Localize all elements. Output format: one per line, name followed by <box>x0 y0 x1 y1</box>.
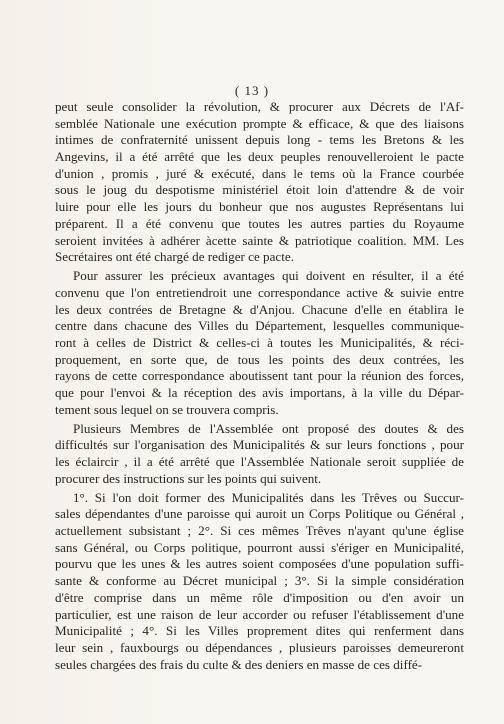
text-line: que pour l'envoi & la réception des avis importans, à la ville du Dépar- <box>55 384 464 400</box>
paragraph <box>55 490 464 674</box>
text-line: préparent. Il a été convenu que toutes les autres parties du Royaume <box>55 215 464 231</box>
text-line: proquement, en sorte que, de tous les points des deux contrées, les <box>55 351 464 367</box>
text-line: seules chargées des frais du culte & des deniers en masse de ces diffé- <box>55 656 423 672</box>
text-line: sante & conforme au Décret municipal ; 3°. Si la simple considération <box>55 573 464 589</box>
paragraph <box>55 421 464 488</box>
text-line: sans Général, ou Corps politique, pourront aussi s'ériger en Municipalité, <box>55 539 464 555</box>
text-line: pourvu que les unes & les autres soient composées d'une population suffi- <box>55 556 464 572</box>
text-line: luire pour elle les jours du bonheur que nos augustes Représentans lui <box>55 199 464 215</box>
text-line: les éclaircir , il a été arrêté que l'Assemblée Nationale seroit suppliée de <box>55 454 464 470</box>
text-line: semblée Nationale une exécution prompte & efficace, & que des liaisons <box>55 115 464 131</box>
text-line: peut seule consolider la révolution, & procurer aux Décrets de l'Af- <box>55 99 464 114</box>
text-line: les deux contrées de Bretagne & d'Anjou. Chacune d'elle en établira le <box>55 301 464 317</box>
text-line: difficultés sur l'organisation des Municipalités & sur leurs fonctions , pour <box>55 437 464 453</box>
text-line: convenu que l'on entretiendroit une correspondance active & suivie entre <box>55 284 464 300</box>
text-line: particulier, est une raison de leur accorder ou refuser l'établissement d'une <box>55 606 464 622</box>
paragraph <box>55 268 464 418</box>
text-line: sous le joug du despotisme ministériel étoit loin d'attendre & de voir <box>55 182 464 198</box>
text-line: ront à celles de District & celles-ci à toutes les Municipalités, & réci- <box>55 334 464 350</box>
text-line: 1°. Si l'on doit former des Municipalités dans les Trêves ou Succur- <box>73 489 464 505</box>
page-number: ( 13 ) <box>234 83 270 98</box>
paragraph <box>55 99 464 266</box>
text-line: Plusieurs Membres de l'Assemblée ont proposé des doutes & des <box>73 420 464 436</box>
text-line: centre dans chacune des Villes du Département, lesquelles communique- <box>55 318 464 334</box>
text-line: procurer des instructions sur les points qui suivent. <box>55 470 322 486</box>
text-line: Municipalité ; 4°. Si les Villes proprement dites qui renferment dans <box>55 623 464 639</box>
text-line: seroient invitées à adhérer àcette sainte & patriotique coalition. MM. Les <box>55 232 464 248</box>
text-line: d'union , promis , juré & exécuté, dans le tems où la France courbée <box>55 165 464 181</box>
text-line: tement sous lequel on se trouvera compris. <box>55 401 279 417</box>
text-line: leur sein , fauxbourgs ou dépendances , plusieurs paroisses demeureront <box>55 639 464 655</box>
text-line: sales dépendantes d'une paroisse qui auroit un Corps Politique ou Général , <box>55 506 464 522</box>
text-line: intimes de confraternité unissent depuis long - tems les Bretons & les <box>55 132 464 148</box>
text-line: actuellement subsistant ; 2°. Si ces mêmes Trêves n'ayant qu'une église <box>55 523 464 539</box>
text-line: Angevins, il a été arrêté que les deux peuples renouvelleroient le pacte <box>55 149 464 165</box>
text-line: rayons de cette correspondance aboutissent tant pour la réunion des forces, <box>55 368 464 384</box>
body-text <box>55 99 464 673</box>
text-line: d'être comprise dans un même rôle d'imposition ou d'en avoir un <box>55 589 464 605</box>
text-line: Pour assurer les précieux avantages qui doivent en résulter, il a été <box>73 268 464 284</box>
text-line: Secrétaires ont été chargé de rediger ce pacte. <box>55 249 294 265</box>
